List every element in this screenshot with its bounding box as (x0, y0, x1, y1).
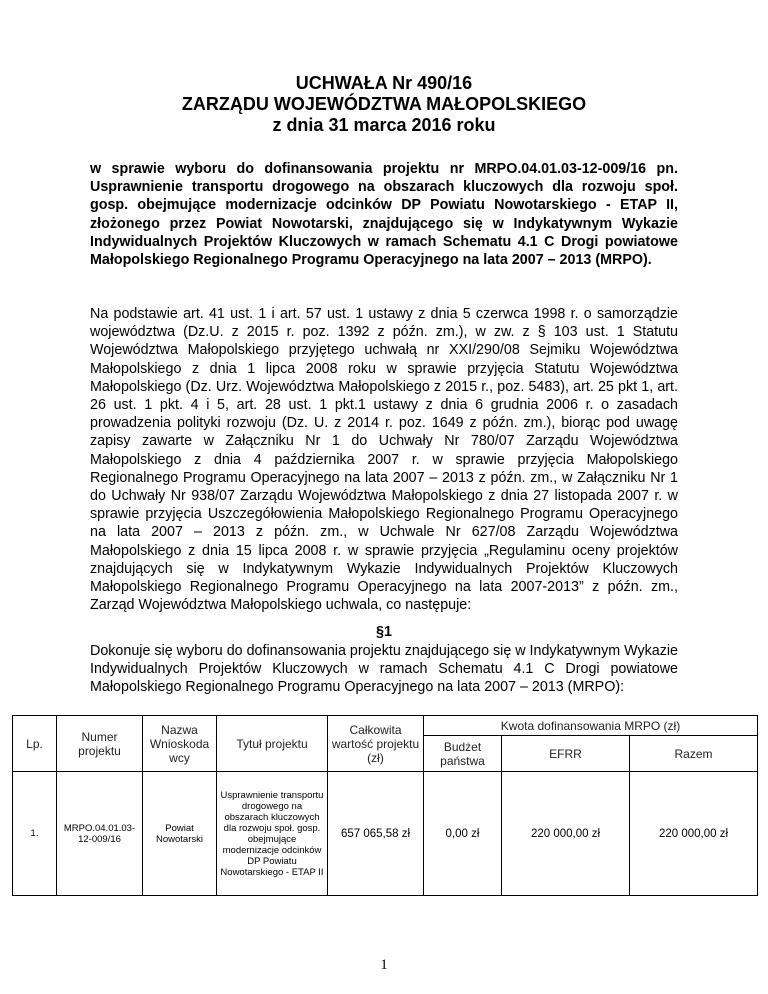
page-number: 1 (380, 957, 388, 973)
cell-efrr: 220 000,00 zł (502, 772, 630, 896)
header-total-value: Całkowita wartość projektu (zł) (328, 716, 424, 772)
resolution-number: UCHWAŁA Nr 490/16 (295, 73, 473, 93)
header-applicant: Nazwa Wnioskoda wcy (143, 716, 217, 772)
cell-applicant: Powiat Nowotarski (143, 772, 217, 896)
issuing-body: ZARZĄDU WOJEWÓDZTWA MAŁOPOLSKIEGO (181, 94, 587, 114)
resolution-subject: w sprawie wyboru do dofinansowania projektu nr MRPO.04.01.03-12-009/16 pn. Usprawnienie transportu drogowego na obszarach kluczowych dla rozwoju społ. gosp. obejmujące modernizacje odcinków DP Powiatu Nowotarskiego - ETAP II, złożonego przez Powiat Nowotarski, znajdującego się w Indykatywnym Wykazie Indywidualnych Projektów Kluczowych w ramach Schematu 4.1 C Drogi powiatowe Małopolskiego Regionalnego Programu Operacyjnego na lata 2007 – 2013 (MRPO). (90, 161, 678, 269)
section-mark: §1 (376, 624, 392, 640)
resolution-date: z dnia 31 marca 2016 roku (272, 115, 496, 135)
header-sum: Razem (630, 736, 758, 772)
header-efrr: EFRR (502, 736, 630, 772)
legal-basis-paragraph: Na podstawie art. 41 ust. 1 i art. 57 ust. 1 ustawy z dnia 5 czerwca 1998 r. o samorządzie województwa (Dz.U. z 2015 r. poz. 1392 z późn. zm.), w zw. z § 103 ust. 1 Statutu Województwa Małopolskiego przyjętego uchwałą nr XXI/290/08 Sejmiku Województwa Małopolskiego z dnia 1 lipca 2008 roku w sprawie przyjęcia Statutu Województwa Małopolskiego (Dz. Urz. Województwa Małopolskiego z 2015 r., poz. 5483), art. 25 pkt 1, art. 26 ust. 1 pkt. 4 i 5, art. 28 ust. 1 pkt.1 ustawy z dnia 6 grudnia 2006 r. o zasadach prowadzenia polityki rozwoju (Dz. U. z 2014 r. poz. 1649 z późn. zm.), biorąc pod uwagę zapisy zawarte w Załączniku Nr 1 do Uchwały Nr 780/07 Zarządu Województwa Małopolskiego z dnia 4 października 2007 r. w sprawie przyjęcia Małopolskiego Regionalnego Programu Operacyjnego na lata 2007 – 2013 z późn. zm., w Załączniku Nr 1 do Uchwały Nr 938/07 Zarządu Województwa Małopolskiego z dnia 27 listopada 2007 r. w sprawie przyjęcia Uszczegółowienia Małopolskiego Regionalnego Programu Operacyjnego na lata 2007 – 2013 z późn. zm., w Uchwale Nr 627/08 Zarządu Województwa Małopolskiego z dnia 15 lipca 2008 r. w sprawie przyjęcia „Regulaminu oceny projektów znajdujących się w Indykatywnym Wykazie Indywidualnych Projektów Kluczowych Małopolskiego Regionalnego Programu Operacyjnego na lata 2007-2013” z późn. zm., Zarząd Województwa Małopolskiego uchwala, co następuje: (90, 306, 678, 614)
decision-paragraph: Dokonuje się wyboru do dofinansowania projektu znajdującego się w Indykatywnym Wykazie Indywidualnych Projektów Kluczowych w ramach Schematu 4.1 C Drogi powiatowe Małopolskiego Regionalnego Programu Operacyjnego na lata 2007 – 2013 (MRPO): (90, 643, 678, 696)
funding-table (12, 715, 758, 896)
cell-total-value: 657 065,58 zł (328, 772, 424, 896)
table-row (13, 772, 758, 896)
header-lp: Lp. (13, 716, 57, 772)
cell-project-title: Usprawnienie transportu drogowego na obszarach kluczowych dla rozwoju społ. gosp. obejmujące modernizacje odcinków DP Powiatu Nowotarskiego - ETAP II (217, 772, 328, 896)
header-funding-group: Kwota dofinansowania MRPO (zł) (424, 716, 758, 736)
header-project-number: Numer projektu (57, 716, 143, 772)
header-project-title: Tytuł projektu (217, 716, 328, 772)
cell-state-budget: 0,00 zł (424, 772, 502, 896)
header-state-budget: Budżet państwa (424, 736, 502, 772)
cell-project-number: MRPO.04.01.03-12-009/16 (57, 772, 143, 896)
cell-lp: 1. (13, 772, 57, 896)
cell-sum: 220 000,00 zł (630, 772, 758, 896)
